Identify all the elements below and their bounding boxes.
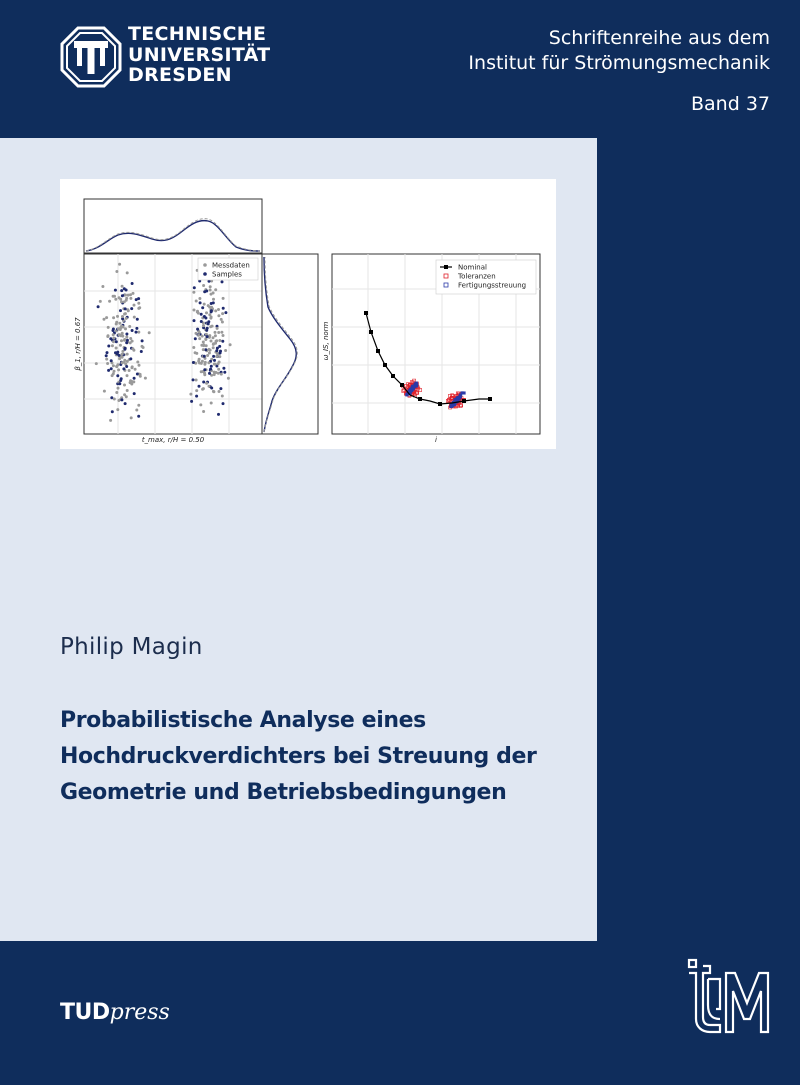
scatter-point xyxy=(229,343,232,346)
scatter-point xyxy=(112,333,115,336)
scatter-point xyxy=(201,306,204,309)
scatter-point xyxy=(118,357,121,360)
scatter-point xyxy=(131,329,134,332)
scatter-point xyxy=(132,349,135,352)
scatter-point xyxy=(137,404,140,407)
scatter-point xyxy=(212,298,215,301)
scatter-point xyxy=(135,331,138,334)
scatter-point xyxy=(103,318,106,321)
manufacturing-point xyxy=(457,397,460,400)
scatter-point xyxy=(110,367,113,370)
line-ylabel: ω_IS, norm xyxy=(322,321,330,361)
scatter-point xyxy=(205,311,208,314)
scatter-point xyxy=(130,416,133,419)
tu-dresden-logo xyxy=(60,26,122,88)
scatter-point xyxy=(120,339,123,342)
scatter-point xyxy=(124,402,127,405)
scatter-point xyxy=(221,312,224,315)
figure-svg xyxy=(60,179,556,449)
scatter-point xyxy=(206,335,209,338)
scatter-point xyxy=(118,333,121,336)
scatter-point xyxy=(217,368,220,371)
scatter-point xyxy=(222,297,225,300)
scatter-point xyxy=(137,302,140,305)
scatter-point xyxy=(196,328,199,331)
scatter-point xyxy=(207,320,210,323)
legend-nominal: Nominal xyxy=(458,263,487,272)
scatter-point xyxy=(133,377,136,380)
scatter-point xyxy=(206,327,209,330)
legend-marker-samples xyxy=(203,272,207,276)
publisher-bold: TUD xyxy=(60,1000,110,1025)
scatter-point xyxy=(202,348,205,351)
scatter-point xyxy=(123,361,126,364)
scatter-point xyxy=(194,351,197,354)
scatter-point xyxy=(107,369,110,372)
scatter-point xyxy=(222,334,225,337)
scatter-point xyxy=(124,347,127,350)
scatter-point xyxy=(198,385,201,388)
scatter-point xyxy=(112,364,115,367)
scatter-point xyxy=(130,380,133,383)
scatter-point xyxy=(112,337,115,340)
scatter-point xyxy=(202,324,205,327)
scatter-point xyxy=(210,365,213,368)
book-title xyxy=(60,703,580,811)
scatter-point xyxy=(125,341,128,344)
scatter-point xyxy=(118,382,121,385)
scatter-point xyxy=(109,419,112,422)
series-line-1: Schriftenreihe aus dem xyxy=(548,27,770,49)
scatter-point xyxy=(224,311,227,314)
scatter-point xyxy=(95,362,98,365)
scatter-point xyxy=(112,328,115,331)
volume-number: Band 37 xyxy=(691,93,770,115)
scatter-point xyxy=(224,349,227,352)
cover-figure xyxy=(60,179,556,449)
university-line-1: TECHNISCHE xyxy=(128,23,267,45)
scatter-point xyxy=(112,295,115,298)
scatter-point xyxy=(136,318,139,321)
scatter-point xyxy=(125,333,128,336)
scatter-point xyxy=(137,415,140,418)
scatter-point xyxy=(199,301,202,304)
scatter-point xyxy=(129,341,132,344)
side-density-plot xyxy=(262,254,318,434)
publisher-italic: press xyxy=(109,1000,170,1025)
scatter-point xyxy=(139,373,142,376)
scatter-point xyxy=(215,349,218,352)
scatter-point xyxy=(195,389,198,392)
scatter-point xyxy=(112,316,115,319)
scatter-plot xyxy=(74,254,262,444)
scatter-point xyxy=(114,298,117,301)
scatter-point xyxy=(221,280,224,283)
scatter-point xyxy=(217,308,220,311)
scatter-point xyxy=(208,385,211,388)
legend-marker-measured xyxy=(203,263,207,267)
title-line-3: Geometrie und Betriebsbedingungen xyxy=(60,780,507,805)
university-line-3: DRESDEN xyxy=(128,64,232,86)
scatter-point xyxy=(115,340,118,343)
scatter-point xyxy=(103,390,106,393)
scatter-point xyxy=(134,368,137,371)
scatter-point xyxy=(116,315,119,318)
scatter-point xyxy=(200,313,203,316)
scatter-point xyxy=(208,348,211,351)
scatter-point xyxy=(131,366,134,369)
scatter-point xyxy=(112,372,115,375)
scatter-point xyxy=(106,351,109,354)
university-name xyxy=(128,24,270,86)
scatter-point xyxy=(135,298,138,301)
scatter-point xyxy=(214,288,217,291)
author-name: Philip Magin xyxy=(60,634,203,660)
scatter-point xyxy=(203,355,206,358)
title-line-2: Hochdruckverdichters bei Streuung der xyxy=(60,744,537,769)
line-xlabel: i xyxy=(435,436,437,444)
scatter-point xyxy=(213,371,216,374)
scatter-point xyxy=(105,316,108,319)
scatter-point xyxy=(112,340,115,343)
scatter-point xyxy=(195,379,198,382)
scatter-point xyxy=(192,378,195,381)
scatter-point xyxy=(193,286,196,289)
scatter-point xyxy=(202,381,205,384)
scatter-point xyxy=(115,347,118,350)
scatter-point xyxy=(192,346,195,349)
scatter-point xyxy=(105,354,108,357)
scatter-point xyxy=(118,263,121,266)
scatter-point xyxy=(214,309,217,312)
scatter-point xyxy=(222,307,225,310)
scatter-point xyxy=(131,282,134,285)
scatter-point xyxy=(120,325,123,328)
manufacturing-point xyxy=(461,392,464,395)
scatter-point xyxy=(126,339,129,342)
scatter-point xyxy=(214,342,217,345)
scatter-point xyxy=(120,300,123,303)
scatter-point xyxy=(111,410,114,413)
line-plot xyxy=(322,254,540,444)
scatter-point xyxy=(219,387,222,390)
scatter-point xyxy=(204,361,207,364)
scatter-point xyxy=(205,382,208,385)
scatter-point xyxy=(223,371,226,374)
scatter-point xyxy=(212,346,215,349)
tolerance-clouds xyxy=(402,379,466,409)
scatter-point xyxy=(209,368,212,371)
scatter-point xyxy=(119,309,122,312)
scatter-point xyxy=(99,300,102,303)
scatter-point xyxy=(193,309,196,312)
scatter-point xyxy=(135,327,138,330)
scatter-point xyxy=(198,358,201,361)
scatter-point xyxy=(118,322,121,325)
scatter-point xyxy=(101,285,104,288)
scatter-point xyxy=(107,326,110,329)
scatter-point xyxy=(227,377,230,380)
scatter-point xyxy=(200,344,203,347)
scatter-point xyxy=(217,413,220,416)
scatter-point xyxy=(116,363,119,366)
scatter-point xyxy=(190,400,193,403)
scatter-point xyxy=(220,331,223,334)
scatter-point xyxy=(117,368,120,371)
scatter-ylabel: β_1, r/H = 0.67 xyxy=(74,317,82,371)
scatter-point xyxy=(113,398,116,401)
scatter-point xyxy=(198,362,201,365)
scatter-point xyxy=(124,312,127,315)
scatter-point xyxy=(125,336,128,339)
scatter-point xyxy=(106,362,109,365)
scatter-point xyxy=(133,316,136,319)
scatter-point xyxy=(202,410,205,413)
scatter-point xyxy=(114,289,117,292)
scatter-point xyxy=(116,374,119,377)
legend-samples: Samples xyxy=(212,270,242,279)
scatter-point xyxy=(201,388,204,391)
scatter-point xyxy=(203,373,206,376)
scatter-point xyxy=(137,307,140,310)
scatter-point xyxy=(128,369,131,372)
scatter-point xyxy=(133,304,136,307)
scatter-point xyxy=(127,294,130,297)
manufacturing-point xyxy=(412,385,415,388)
manufacturing-point xyxy=(415,383,418,386)
scatter-point xyxy=(137,331,140,334)
scatter-point xyxy=(193,319,196,322)
title-line-1: Probabilistische Analyse eines xyxy=(60,708,426,733)
scatter-point xyxy=(189,393,192,396)
scatter-point xyxy=(136,361,139,364)
scatter-point xyxy=(212,390,215,393)
scatter-point xyxy=(213,359,216,362)
scatter-point xyxy=(208,352,211,355)
scatter-point xyxy=(108,300,111,303)
scatter-point xyxy=(109,337,112,340)
scatter-point xyxy=(129,357,132,360)
scatter-point xyxy=(121,285,124,288)
scatter-point xyxy=(214,331,217,334)
series-line-2: Institut für Strömungsmechanik xyxy=(468,52,770,74)
scatter-point xyxy=(222,402,225,405)
scatter-point xyxy=(124,327,127,330)
scatter-point xyxy=(126,374,129,377)
scatter-point xyxy=(116,408,119,411)
scatter-point xyxy=(203,303,206,306)
scatter-point xyxy=(123,384,126,387)
scatter-point xyxy=(202,341,205,344)
scatter-point xyxy=(216,327,219,330)
nominal-markers xyxy=(364,311,492,406)
scatter-point xyxy=(125,289,128,292)
scatter-point xyxy=(124,307,127,310)
scatter-point xyxy=(125,317,128,320)
series-info xyxy=(468,26,770,117)
scatter-point xyxy=(126,271,129,274)
scatter-point xyxy=(212,336,215,339)
scatter-point xyxy=(119,298,122,301)
scatter-point xyxy=(120,289,123,292)
scatter-point xyxy=(127,309,130,312)
scatter-point xyxy=(201,335,204,338)
scatter-point xyxy=(114,351,117,354)
scatter-point xyxy=(218,339,221,342)
scatter-point xyxy=(192,361,195,364)
scatter-point xyxy=(221,321,224,324)
scatter-point xyxy=(136,373,139,376)
scatter-point xyxy=(219,351,222,354)
scatter-point xyxy=(107,345,110,348)
scatter-xlabel: t_max, r/H = 0.50 xyxy=(141,436,205,444)
legend-measured: Messdaten xyxy=(212,261,250,270)
scatter-point xyxy=(130,307,133,310)
scatter-point xyxy=(195,300,198,303)
scatter-point xyxy=(202,284,205,287)
scatter-point xyxy=(208,372,211,375)
scatter-point xyxy=(205,344,208,347)
scatter-point xyxy=(218,355,221,358)
scatter-point xyxy=(222,367,225,370)
scatter-point xyxy=(208,306,211,309)
scatter-point xyxy=(115,270,118,273)
scatter-point xyxy=(125,395,128,398)
scatter-point xyxy=(135,409,138,412)
scatter-point xyxy=(210,302,213,305)
scatter-point xyxy=(194,337,197,340)
scatter-point xyxy=(138,364,141,367)
ism-logo xyxy=(686,957,772,1037)
scatter-point xyxy=(199,403,202,406)
scatter-point xyxy=(221,340,224,343)
scatter-point xyxy=(110,359,113,362)
scatter-point xyxy=(115,321,118,324)
scatter-point xyxy=(212,355,215,358)
scatter-point xyxy=(129,297,132,300)
scatter-point xyxy=(220,373,223,376)
scatter-point xyxy=(197,334,200,337)
scatter-point xyxy=(215,355,218,358)
scatter-point xyxy=(192,291,195,294)
scatter-point xyxy=(218,361,221,364)
scatter-point xyxy=(209,285,212,288)
scatter-point xyxy=(119,344,122,347)
scatter-point xyxy=(125,297,128,300)
scatter-point xyxy=(117,387,120,390)
legend-marker-nominal xyxy=(444,265,448,269)
scatter-point xyxy=(212,292,215,295)
scatter-point xyxy=(133,392,136,395)
scatter-points xyxy=(95,260,232,422)
scatter-point xyxy=(220,318,223,321)
scatter-point xyxy=(198,297,201,300)
scatter-point xyxy=(129,337,132,340)
university-line-2: UNIVERSITÄT xyxy=(128,43,271,66)
legend-tolerances: Toleranzen xyxy=(458,272,496,281)
scatter-point xyxy=(217,314,220,317)
scatter-point xyxy=(122,367,125,370)
scatter-point xyxy=(111,344,114,347)
scatter-point xyxy=(123,300,126,303)
scatter-point xyxy=(128,325,131,328)
scatter-point xyxy=(121,353,124,356)
scatter-point xyxy=(115,391,118,394)
scatter-point xyxy=(198,337,201,340)
scatter-point xyxy=(206,354,209,357)
scatter-point xyxy=(200,320,203,323)
scatter-point xyxy=(208,313,211,316)
scatter-point xyxy=(221,395,224,398)
scatter-point xyxy=(210,309,213,312)
scatter-point xyxy=(141,339,144,342)
scatter-point xyxy=(126,353,129,356)
scatter-point xyxy=(126,389,129,392)
scatter-point xyxy=(197,312,200,315)
scatter-point xyxy=(216,347,219,350)
scatter-point xyxy=(120,398,123,401)
scatter-point xyxy=(210,340,213,343)
scatter-point xyxy=(140,350,143,353)
scatter-point xyxy=(121,294,124,297)
scatter-point xyxy=(216,352,219,355)
scatter-point xyxy=(142,346,145,349)
scatter-point xyxy=(214,334,217,337)
publisher-logo xyxy=(60,1000,170,1025)
scatter-point xyxy=(132,292,135,295)
top-density-plot xyxy=(84,199,262,253)
scatter-point xyxy=(144,377,147,380)
scatter-point xyxy=(123,338,126,341)
scatter-point xyxy=(210,402,213,405)
scatter-point xyxy=(106,335,109,338)
scatter-point xyxy=(203,315,206,318)
scatter-point xyxy=(203,368,206,371)
scatter-point xyxy=(195,395,198,398)
scatter-point xyxy=(209,289,212,292)
scatter-point xyxy=(97,305,100,308)
scatter-point xyxy=(148,331,151,334)
scatter-point xyxy=(209,325,212,328)
scatter-point xyxy=(218,390,221,393)
scatter-point xyxy=(121,315,124,318)
scatter-point xyxy=(125,365,128,368)
scatter-point xyxy=(209,317,212,320)
scatter-point xyxy=(213,363,216,366)
scatter-point xyxy=(207,361,210,364)
legend-manufacturing: Fertigungsstreuung xyxy=(458,281,527,290)
scatter-point xyxy=(117,327,120,330)
scatter-point xyxy=(203,290,206,293)
scatter-point xyxy=(217,331,220,334)
scatter-point xyxy=(119,379,122,382)
scatter-point xyxy=(105,358,108,361)
scatter-point xyxy=(124,294,127,297)
